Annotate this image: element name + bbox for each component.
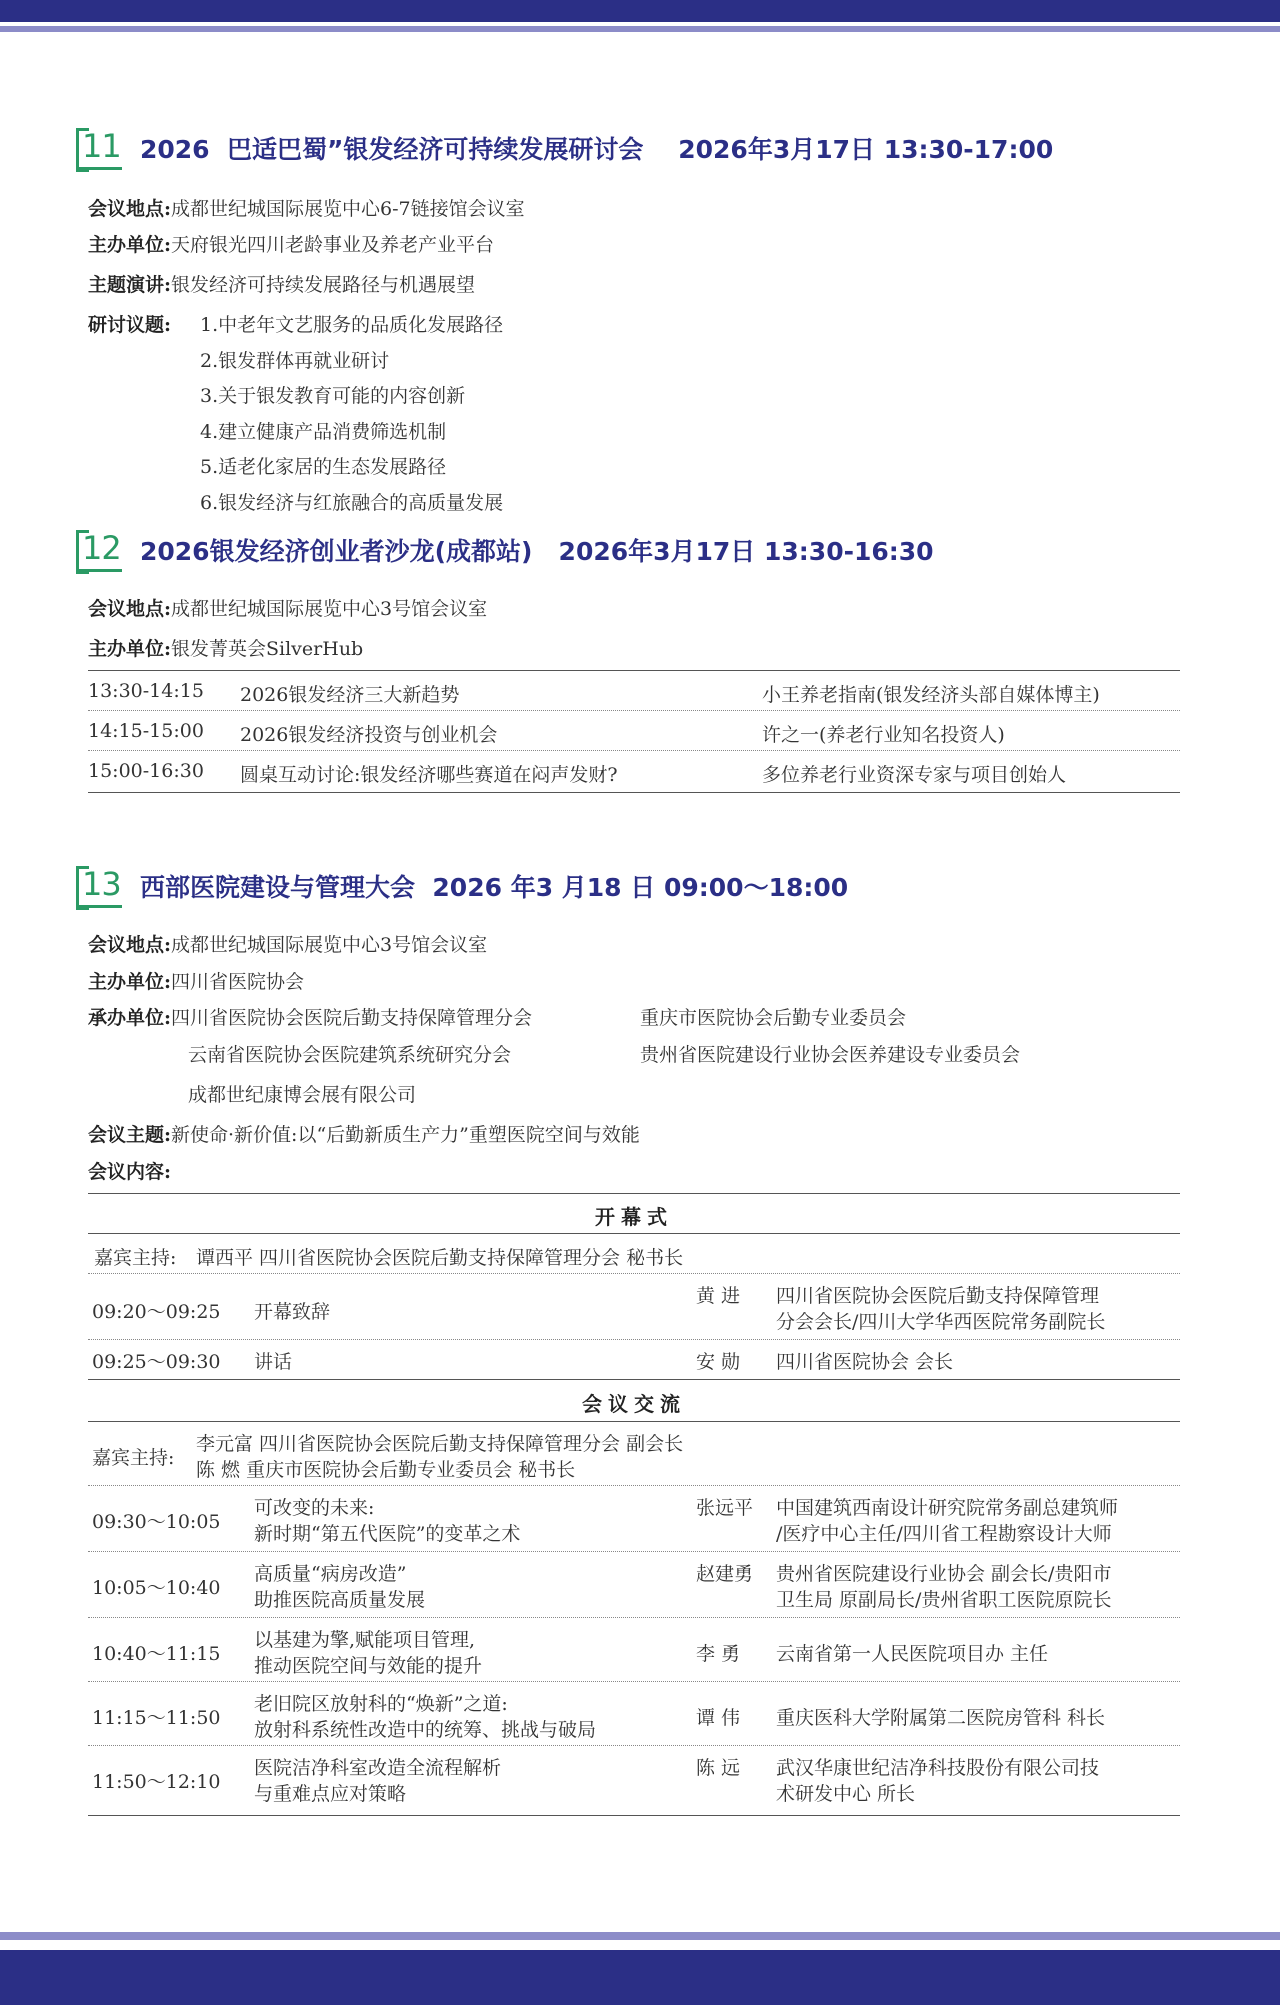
s11-topic: 1.中老年文艺服务的品质化发展路径 — [200, 314, 504, 336]
s12-venue: 会议地点:成都世纪城国际展览中心3号馆会议室 — [88, 598, 488, 620]
section-number-badge: 11 — [76, 128, 116, 168]
bottom-band — [0, 1950, 1280, 2005]
s11-venue: 会议地点:成都世纪城国际展览中心6-7链接馆会议室 — [88, 198, 525, 220]
s11-topics-label: 研讨议题: — [88, 314, 172, 336]
s13-content-label: 会议内容: — [88, 1161, 172, 1183]
s13-co-organizer: 成都世纪康博会展有限公司 — [188, 1084, 417, 1106]
s13-co-organizer: 重庆市医院协会后勤专业委员会 — [640, 1007, 907, 1029]
s11-host: 主办单位:天府银光四川老龄事业及养老产业平台 — [88, 234, 495, 256]
s11-topic: 6.银发经济与红旅融合的高质量发展 — [200, 492, 504, 514]
section-11-title: 2026 巴适巴蜀”银发经济可持续发展研讨会 2026年3月17日 13:30-17:00 — [140, 135, 1054, 164]
section-11-header — [76, 128, 1053, 168]
s11-topic: 3.关于银发教育可能的内容创新 — [200, 385, 466, 407]
s13-co-organizer: 贵州省医院建设行业协会医养建设专业委员会 — [640, 1044, 1021, 1066]
top-band-thin — [0, 26, 1280, 32]
section-13-title: 西部医院建设与管理大会 2026 年3 月18 日 09:00～18:00 — [140, 873, 849, 902]
section-12-header — [76, 530, 934, 570]
bottom-band-thin — [0, 1932, 1280, 1940]
s13-host: 主办单位:四川省医院协会 — [88, 971, 305, 993]
s13-venue: 会议地点:成都世纪城国际展览中心3号馆会议室 — [88, 934, 488, 956]
s11-topic: 5.适老化家居的生态发展路径 — [200, 456, 447, 478]
s11-keynote: 主题演讲:银发经济可持续发展路径与机遇展望 — [88, 274, 476, 296]
exchange-header: 会议交流 — [582, 1392, 686, 1416]
s13-co-organizers: 承办单位:四川省医院协会医院后勤支持保障管理分会 — [88, 1007, 533, 1029]
section-12-title: 2026银发经济创业者沙龙(成都站) 2026年3月17日 13:30-16:30 — [140, 537, 934, 566]
s11-topic: 2.银发群体再就业研讨 — [200, 350, 390, 372]
opening-header: 开幕式 — [595, 1205, 673, 1229]
top-band — [0, 0, 1280, 22]
s12-host: 主办单位:银发菁英会SilverHub — [88, 638, 364, 660]
section-number-badge: 12 — [76, 530, 116, 570]
section-13-header — [76, 866, 848, 906]
s13-theme: 会议主题:新使命·新价值:以“后勤新质生产力”重塑医院空间与效能 — [88, 1124, 640, 1146]
s11-topic: 4.建立健康产品消费筛选机制 — [200, 421, 447, 443]
s13-co-organizer: 云南省医院协会医院建筑系统研究分会 — [188, 1044, 512, 1066]
section-number-badge: 13 — [76, 866, 116, 906]
